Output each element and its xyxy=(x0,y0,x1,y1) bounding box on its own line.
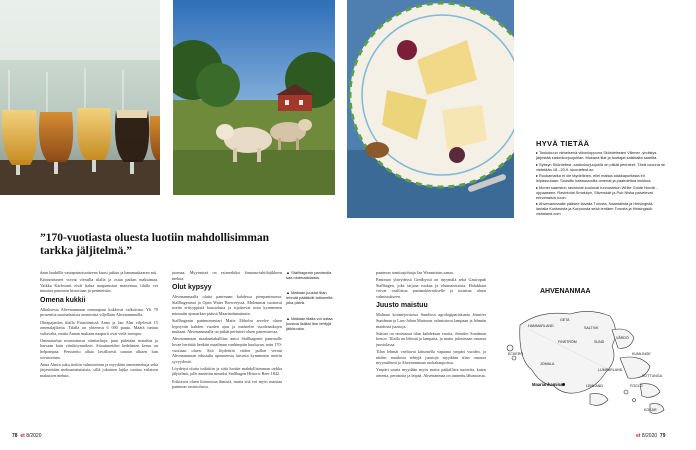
col3-paragraph: Maltaan kotimejeritossa Sundissa agrologipariskunta Jennifer Sundman ja Lars-Johan Mattsson valmistavat lampaan ja lehmän maidosta juustoja. xyxy=(376,312,486,329)
beer-glasses-photo xyxy=(0,0,160,195)
map-label-maarianhamina: Maarianhamina xyxy=(532,382,563,387)
sidebar-title: HYVÄ TIETÄÄ xyxy=(536,139,590,148)
map-label-kokar: KÖKAR xyxy=(644,408,657,412)
col1-paragraph: Kiinnostuneet voivat vierailla tilalla ja ostaa paikan maksamaa. Vaikka Karlssonit eivät halua naapuruston maisemaa, tilalla voi tutustua panimon historiaan ja perinteisiin. xyxy=(40,277,158,294)
cheese-plate-photo xyxy=(347,0,514,218)
col2-paragraph: Erikoisen oluen kiinnostaa ihmisiä, mutta sitä voi myös maistaa panimon ravintolassa. xyxy=(172,378,282,390)
caption-arrow-icon: ▲ xyxy=(286,270,292,275)
map-label-finstrom: FINSTRÖM xyxy=(558,340,577,344)
issue-right: 8/2020 xyxy=(641,433,658,439)
map-label-saltvik: SALTVIK xyxy=(584,326,599,330)
caption-arrow-icon: ▲ xyxy=(286,316,292,321)
col3-paragraph: Panimon yhteydessä Gredbyssä on myymälä sekä Gastropub Stallhagen, joka tarjoaa ruokaa ja olutmaistiaisia. Halukkaat voivat osallistua panimokierrokselle ja tutustua oluen valmistukseen. xyxy=(376,277,486,299)
col2-paragraph: Ahvenanmaalla oluita panimaan kahdessa pienpanimossa. Stallhagenissa ja Open Water Breweryssä. Molemmat tuottavat useita erityyppisiä kausioluita ja sijaitsevat noin kymmenen minuutin ajomatkan päässä Maarianhaminasta. xyxy=(172,294,282,316)
folio-right xyxy=(636,433,665,439)
map-label-jomala: JOMALA xyxy=(540,362,555,366)
article-column-1 xyxy=(40,270,158,425)
subheading-olut-kypsyy: Olut kypsyy xyxy=(172,284,212,292)
photo-caption-1: ▲ Stallhagenin panimolla saa olutmaistiaisia. xyxy=(286,270,332,280)
map-label-foglo: FÖGLÖ xyxy=(630,384,643,388)
folio-left xyxy=(12,433,41,439)
map-label-eckero: ECKERÖ xyxy=(508,352,524,356)
article-column-3 xyxy=(376,270,486,425)
col3-paragraph: panimon tomitusjohtaja Jan Wennström sanoo. xyxy=(376,270,455,275)
map-label-geta: GETA xyxy=(560,318,570,322)
city-marker-icon xyxy=(562,383,565,386)
sidebar-list xyxy=(536,150,666,218)
sidebar-item: ▸ Ahvenanmaalle pääsee laivalla Turusta, Naantalista ja Helsingistä, lautalla Kustavista ja Korpoosta sekä lentäen Turusta ja Helsingistä. visitaland.com xyxy=(536,201,654,217)
sidebar-item: ▸ Ruokamatka ei ole täydellinen, ellei maista alakkapurilasta eli leipäsuutaan. Suosittu kattausroolia omenat ja paahdettua kinkkua. xyxy=(536,173,652,184)
map-label-hammarland: HAMMARLAND xyxy=(528,324,554,328)
map-label-vardo: VÅRDÖ xyxy=(616,336,629,340)
caption-arrow-icon: ▲ xyxy=(286,290,292,295)
page-number-right: 79 xyxy=(659,433,666,439)
article-column-2 xyxy=(172,270,282,425)
col1-paragraph: Omenatarhat muistuttavat viinitarhoja: puut pidetään matalina ja harvaan kuin viiniköynnökset. Sitoutuneiden hedelmien keruu on helpompaa. Perustettu alkaa lavallisesti sanaan alkaen luin sovustetaan. xyxy=(40,337,158,360)
col1-paragraph: Anna Almin suku tiettiin valmistetaan ja myydään omenamehuja sekä järjestetään mehuamaistiaisia, sillä jokainen lajike tuottaa erilaisen makuisen mehun. xyxy=(40,361,158,378)
subheading-omena-kukkii: Omena kukkii xyxy=(40,296,86,304)
map-label-sottunga: SOTTUNGA xyxy=(642,374,662,378)
col3-paragraph: Sukuni on omistanut tilan kahdeksan vuotta, Jennifer Sundman kertoo. Tilalla on lehmiä ja lampaita, ja maito jalostetaan omassa juustolassa. xyxy=(376,330,486,347)
map-label-sund: SUND xyxy=(594,340,605,344)
col3-paragraph: Tilan lehmät vaeltavat laitumella vapaana ympäri vuoden, ja niiden maidosta tehtyjä juustoja myydään tilan omassa myymälässä ja Ahvenanmaan ruokakaupoissa. xyxy=(376,349,486,366)
issue-left: 8/2020 xyxy=(26,433,42,439)
map-label-kumlinge: KUMLINGE xyxy=(632,352,651,356)
col2-paragraph: Löydetyä olutta tutkittiin ja siitä luotiin mahdollisimman tarkka jäljitelmä, jolle annettiin nimeksi Stallhagen Historic Beer 1842. xyxy=(172,365,282,377)
magazine-logo-right: et xyxy=(636,433,641,439)
photo-caption-2: ▲ Maltaan juustot tilan lehmät päätävät laitumella joka päivä. xyxy=(286,290,333,305)
map-label-lemland: LEMLAND xyxy=(586,384,603,388)
sidebar-item: ▸ Monet saariston ravintolat kuuluvat tunnustetun White Guide Nordic -oppaaseen. Ravintolat Smakbyn, Silverskär ja Pub Niska palvelevat erinomaisin ruoin. xyxy=(536,184,658,200)
map-title: AHVENANMAA xyxy=(540,288,591,295)
col2-paragraph: juomaa. Myynnissä on esimerkiksi Santana-tahtilajikkeen mehua. xyxy=(172,270,282,281)
col2-paragraph: Stallhagenin panimomestari Matte Ekholm arvelee oluen kypsyvän kahden vuoden ajan ja maistelee vuodenaikojen mukaan. Ahvenanmaalla on pitkät perinteet oluen panemisessa. xyxy=(172,318,282,335)
aland-map xyxy=(500,300,680,425)
col2-paragraph: Ahvenanmaan maakuntahallitus antoi Stallhagenin panimolle luvan herättää henkiin maailman vanhimpiin kuuluvan, noin 170-vuotiaan oluen. Sitä löydettiin viiden pullon verran Ahvenanmaan edustalta uponneesta laivasta kymmenen metrin syvyydestä. xyxy=(172,336,282,364)
sidebar-item: ▸ Toukokuun viimeisenä viikonloppuna Skördefesten Vårmer -yhdistys järjestää sadonkorjuujuhlan. Mukana tilat ja tuottajat kaikkialta saarilta. xyxy=(536,150,658,160)
col1-paragraph: Ohrapajanlan tilalla Finströmissä Anna ja Jan Alm viljelevät 15 omenalajiketta. Tilalla on yhteensä 6 000 puuta. Määrä tuntuu valtavalta, mutta Annan mukaan naapurit ovat vielä isompia. xyxy=(40,319,158,336)
photo-caption-3: ▲ Maltaan tilalla voi ostaa juustoa lisäksi itse tehtyjä jälkiruokia. xyxy=(286,316,333,331)
pull-quote-text: ”170-vuotiasta oluesta luotiin mahdollisimman tarkka jäljitelmä.” xyxy=(40,232,270,257)
cows-pasture-photo xyxy=(173,0,335,195)
map-label-lumparland: LUMPARLAND xyxy=(598,368,623,372)
col1-paragraph: Alkuksesta Ahvenanmaan omenapuut kukkivat valkoisina. Yli 70 prosenttia suomalaisista omenoista viljellään Ahvenanmaalla. xyxy=(40,306,158,318)
pull-quote xyxy=(40,232,280,258)
subheading-juusto-maistuu: Juusto maistuu xyxy=(376,302,428,310)
sidebar-item: ▸ Syksyn Skördefest -sadonkorjuujuhla on pitkät perinteet. Tänä vuonna se vietetään 18.–20.9. skordefest.ax xyxy=(536,161,666,172)
col3-paragraph: Ympäri saaria myydään myös muita paikallisia tuotteita, kuten omenia, perunoita ja leipää. Ahvenanmaa on tunnettu lähiruoasta. xyxy=(376,367,486,378)
magazine-logo-left: et xyxy=(20,433,25,439)
col1-paragraph: daan laadullle vastapainotuotteena kuusi jatkuu ja hammaskaaren asti. xyxy=(40,270,158,275)
page-number-left: 78 xyxy=(12,433,18,439)
